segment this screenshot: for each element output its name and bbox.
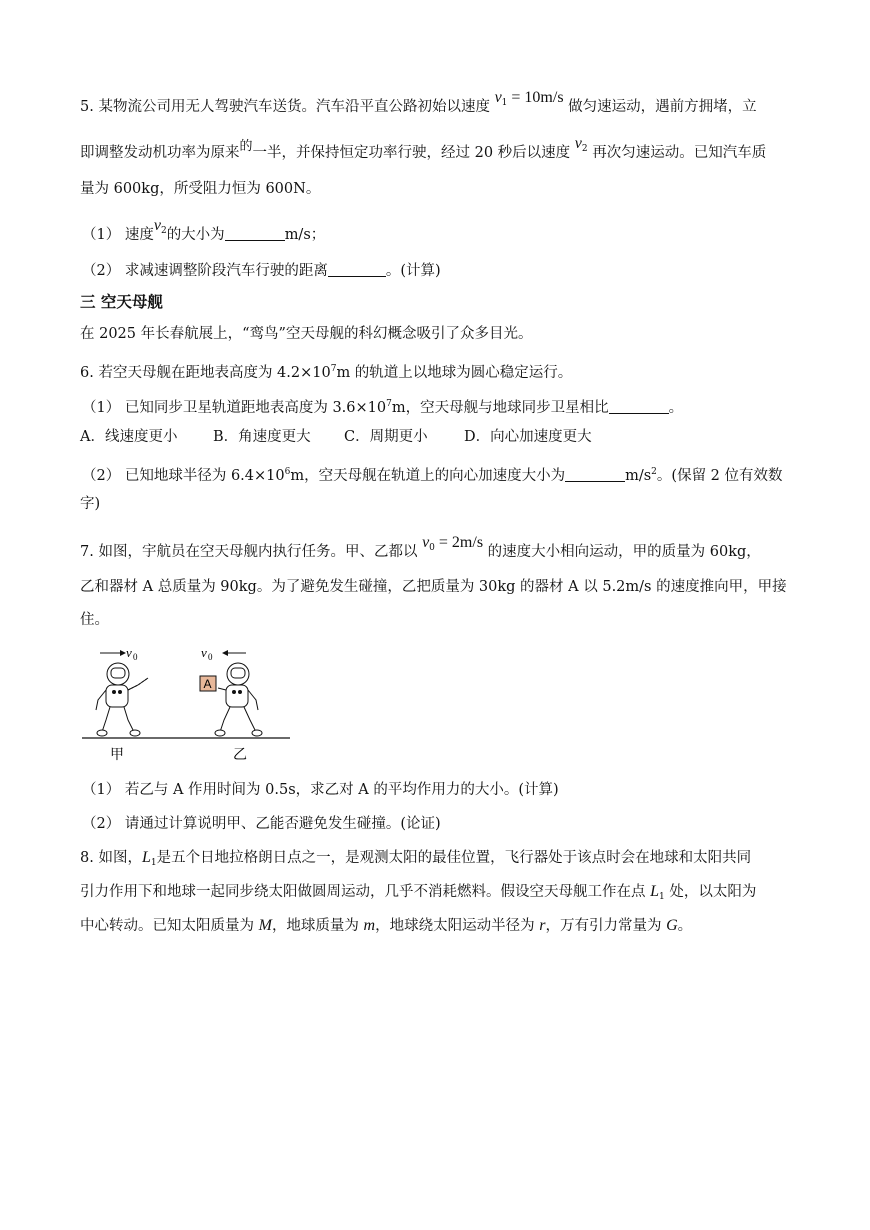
option-c[interactable]: C．周期更小 <box>344 429 428 445</box>
option-b[interactable]: B．角速度更大 <box>213 429 311 445</box>
q6-stem: 6. 若空天母舰在距地表高度为 $4.2\times 10^7m$ 的轨道上以地球为圆心稳定运行。 <box>80 364 573 381</box>
q5-line-3: 量为 600kg，所受阻力恒为 600N。 <box>80 181 321 197</box>
label-jia: 甲 <box>110 747 124 763</box>
q7-line-3: 住。 <box>80 612 109 628</box>
q8-line-1: 8. 如图，$L_1$是五个日地拉格朗日点之一，是观测太阳的最佳位置，飞行器处于该点时会在地球和太阳共同 <box>80 849 752 868</box>
q7-v0-formula: $v_0 = 2m/s$ <box>422 534 484 553</box>
astronaut-yi <box>215 663 262 736</box>
svg-text:0: 0 <box>133 652 138 662</box>
q5-line-1: 5. 某物流公司用无人驾驶汽车送货。汽车沿平直公路初始以速度 $v_1 = 10m/s$ 做匀速运动，遇前方拥堵，立 <box>80 89 757 115</box>
q5-v1-formula: $v_1 = 10m/s$ <box>494 89 564 108</box>
section-intro: 在 2025 年长春航展上，“鸾鸟”空天母舰的科幻概念吸引了众多目光。 <box>80 326 533 342</box>
section-heading: 三 空天母舰 <box>80 293 163 311</box>
q7-line-2: 乙和器材 A 总质量为 90kg。为了避免发生碰撞，乙把质量为 30kg 的器材 A 以 5.2m/s 的速度推向甲，甲接 <box>80 579 787 595</box>
svg-text:v: v <box>126 645 132 660</box>
svg-text:0: 0 <box>208 652 213 662</box>
q7-part-2: （2） 请通过计算说明甲、乙能否避免发生碰撞。(论证) <box>82 816 441 832</box>
q5-stem-text: 5. 某物流公司用无人驾驶汽车送货。汽车沿平直公路初始以速度 <box>80 99 490 115</box>
astronaut-figure <box>80 640 295 765</box>
q5-line-2: 即调整发动机功率为原来的一半，并保持恒定功率行驶，经过 20 秒后以速度 $v_2$ 再次匀速运动。已知汽车质 <box>80 135 767 161</box>
q6-part-1: （1） 已知同步卫星轨道距地表高度为 $3.6\times 10^7m$，空天母舰与地球同步卫星相比 。 <box>82 399 684 416</box>
box-a-label: A <box>203 677 212 691</box>
q7-part-1: （1） 若乙与 A 作用时间为 0.5s，求乙对 A 的平均作用力的大小。(计算) <box>82 782 559 798</box>
svg-text:v: v <box>201 645 207 660</box>
astronaut-jia <box>96 663 148 736</box>
q8-line-3: 中心转动。已知太阳质量为 M，地球质量为 m，地球绕太阳运动半径为 r，万有引力常量为 G。 <box>80 917 693 934</box>
velocity-arrow-yi <box>201 645 246 662</box>
answer-blank[interactable] <box>609 399 669 414</box>
q5-p1-v2-symbol: $v_2$ <box>153 217 167 236</box>
q8-line-2: 引力作用下和地球一起同步绕太阳做圆周运动，几乎不消耗燃料。假设空天母舰工作在点 $L_1$ 处，以太阳为 <box>80 883 757 902</box>
q6-part-2: （2） 已知地球半径为 $6.4\times 10^6m$，空天母舰在轨道上的向心加速度大小为 $m/s^2$。(保留 2 位有效数 <box>82 467 783 484</box>
answer-blank[interactable] <box>328 262 386 277</box>
answer-blank[interactable] <box>565 467 625 482</box>
option-d[interactable]: D．向心加速度更大 <box>464 429 592 445</box>
q5-v2-symbol: $v_2$ <box>574 135 588 154</box>
q6-part-2-cont: 字) <box>80 496 101 512</box>
q7-line-1: 7. 如图，宇航员在空天母舰内执行任务。甲、乙都以 $v_0 = 2m/s$ 的速度大小相向运动，甲的质量为 60kg， <box>80 534 761 560</box>
label-yi: 乙 <box>233 747 247 763</box>
velocity-arrow-jia <box>100 645 138 662</box>
answer-blank[interactable] <box>225 226 285 241</box>
q5-part-1: （1） 速度$v_2$的大小为 m/s； <box>82 217 326 243</box>
option-a[interactable]: A．线速度更小 <box>80 429 178 445</box>
q5-part-2: （2） 求减速调整阶段汽车行驶的距离 。(计算) <box>82 263 441 279</box>
